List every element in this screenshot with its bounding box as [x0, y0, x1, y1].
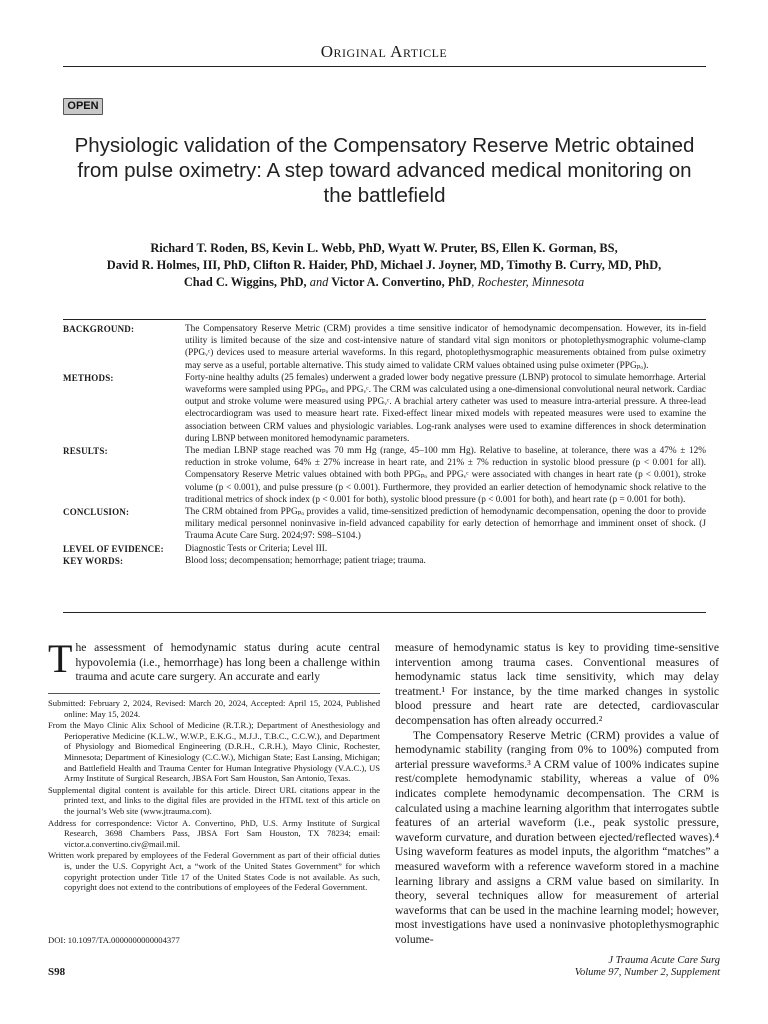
- page-number: S98: [48, 966, 66, 978]
- abstract-results: [63, 445, 706, 506]
- open-access-badge: OPEN: [63, 98, 103, 115]
- footnote-dates: Submitted: February 2, 2024, Revised: March 20, 2024, Accepted: April 15, 2024, Published online: May 15, 2024.: [48, 698, 380, 719]
- footnotes: [48, 698, 380, 894]
- abstract-background: [63, 323, 706, 372]
- body-paragraph: measure of hemodynamic status is key to providing time-sensitive intervention among trauma cases. Conventional measures of hemodynamic status lack time sensitivity, which may delay treatment.¹ For instance, by the time marked changes in systolic blood pressure and heart rate are detected, cardiovascular decompensation has often already occurred.²: [395, 641, 719, 727]
- abstract-label: RESULTS:: [63, 446, 108, 457]
- body-paragraph: The Compensatory Reserve Metric (CRM) provides a value of hemodynamic stability (ranging from 0% to 100%) computed from arterial pressure waveforms.³ A CRM value of 100% indicates supine rest/complete hemodynamic stability, whereas a value of 0% indicates complete hemodynamic decompensation. The CRM is calculated using a machine learning algorithm that interrogates subtle features of an arterial waveform (i.e., peak systolic pressure, waveform curvature, and duration between ejected/reflected waves).⁴ Using waveform features as model inputs, the algorithm “matches” a measured waveform with a reference waveform stored in a machine learning library and assigns a CRM value based on similarity. In theory, several techniques allow for measurement of arterial waveforms that can be used in the machine learning model; however, most investigations have used a noninvasive photoplethysmographic volume-: [395, 728, 719, 946]
- abstract-methods: [63, 372, 706, 445]
- author-line-2: David R. Holmes, III, PhD, Clifton R. Haider, PhD, Michael J. Joyner, MD, Timothy B. Curry, MD, PhD,: [106, 258, 662, 272]
- abstract-text: The CRM obtained from PPGₚₒ provides a valid, time-sensitized prediction of hemodynamic decompensation, opening the door to provide military medical personnel noninvasive in-field advanced capability for early detection of hemorrhage and imminent onset of shock. (J Trauma Acute Care Surg. 2024;97: S98–S104.): [185, 507, 706, 542]
- abstract-label: BACKGROUND:: [63, 324, 135, 334]
- section-heading: Original Article: [320, 42, 448, 61]
- footnote-rule: [48, 693, 380, 694]
- author-line-1: Richard T. Roden, BS, Kevin L. Webb, PhD, Wyatt W. Pruter, BS, Ellen K. Gorman, BS,: [150, 241, 618, 255]
- abstract-conclusion: [63, 506, 706, 543]
- abstract-top-rule: [63, 319, 706, 320]
- body-left-column: [48, 636, 380, 685]
- drop-cap: T: [48, 636, 73, 681]
- footnote-copyright: Written work prepared by employees of the Federal Government as part of their official duties is, under the U.S. Copyright Act, a “work of the United States Government” for which copyright protection under Title 17 of the United States Code is not available. As such, copyright does not extend to the contributions of employees of the Federal Government.: [48, 850, 380, 893]
- body-intro-text: he assessment of hemodynamic status during acute central hypovolemia (i.e., hemorrhage) has long been a challenge within trauma and acute care surgery. An accurate and early: [75, 641, 380, 684]
- abstract: [63, 323, 706, 567]
- abstract-text: The median LBNP stage reached was 70 mm Hg (range, 45–100 mm Hg). Relative to baseline, at tolerance, there was a 47% ± 12% reduction in stroke volume, 64% ± 27% increase in heart rate, and 21% ± 7% reduction in systolic blood pressure (p < 0.001 for all). Compensatory Reserve Metric values obtained with both PPGₚₒ and PPGᵥᶜ were associated with changes in heart rate (p < 0.001), stroke volume (p < 0.001), and pulse pressure (p < 0.001). Furthermore, they provided an earlier detection of hemodynamic shock relative to the traditional metrics of shock index (p < 0.001 for both), systolic blood pressure (p < 0.001 for both), and heart rate (p = 0.001 for both).: [185, 446, 706, 505]
- abstract-text: Blood loss; decompensation; hemorrhage; patient triage; trauma.: [185, 555, 426, 566]
- journal-name: J Trauma Acute Care Surg: [608, 955, 720, 966]
- author-line-3b: Victor A. Convertino, PhD: [331, 275, 472, 289]
- abstract-text: Forty-nine healthy adults (25 females) underwent a graded lower body negative pressure (LBNP) protocol to simulate hemorrhage. Arterial waveforms were sampled using PPGₚₒ and PPGᵥᶜ. The CRM was calculated using a one-dimensional convolutional neural network. Cardiac output and stroke volume were measured using PPGᵥᶜ. A brachial artery catheter was used to measure intra-arterial pressure. A three-lead electrocardiogram was used to measure heart rate. Fixed-effect linear mixed models with repeated measures were used to examine the association between CRM values and physiologic variables. Log-rank analyses were used to examine differences in shock determination during LBNP between monitored hemodynamic parameters.: [185, 372, 706, 444]
- author-list: [40, 240, 728, 291]
- abstract-label: LEVEL OF EVIDENCE:: [63, 543, 164, 554]
- doi: DOI: 10.1097/TA.0000000000004377: [48, 935, 180, 945]
- abstract-text: Diagnostic Tests or Criteria; Level III.: [185, 543, 328, 554]
- author-location: , Rochester, Minnesota: [471, 275, 585, 289]
- author-line-3a: Chad C. Wiggins, PhD,: [183, 275, 307, 289]
- abstract-label: CONCLUSION:: [63, 507, 130, 518]
- abstract-key-words: [63, 555, 706, 567]
- header-rule: [63, 66, 706, 67]
- author-line-3: [40, 274, 728, 291]
- abstract-label: KEY WORDS:: [63, 555, 124, 566]
- footnote-affiliations: From the Mayo Clinic Alix School of Medicine (R.T.R.); Department of Anesthesiology and Perioperative Medicine (K.L.W., W.W.P., E.K.G., M.J.J., T.B.C., C.C.W.), and Department of Physiology and Biomedical Engineering (D.R.H., C.R.H.), Mayo Clinic, Rochester, Minnesota; Department of Kinesiology (C.C.W.), Michigan State; East Lansing, Michigan; and Battlefield Health and Trauma Center for Human Integrative Physiology (V.A.C.), US Army Institute of Surgical Research, JBSA Fort Sam Houston, San Antonio, Texas.: [48, 720, 380, 784]
- footnote-supplemental: Supplemental digital content is available for this article. Direct URL citations appear in the printed text, and links to the digital files are provided in the HTML text of this article on the journal’s Web site (www.jtrauma.com).: [48, 784, 380, 816]
- abstract-text: The Compensatory Reserve Metric (CRM) provides a time sensitive indicator of hemodynamic decompensation. However, its in-field utility is limited because of the size and cost-intensive nature of standard vital sign monitors or photoplethysmographic volume-clamp (PPGᵥᶜ) devices used to measure arterial waveforms. In this regard, photoplethysmographic measurements obtained from pulse oximetry may serve as a useful, portable alternative. This study aimed to validate CRM values obtained using pulse oximeter (PPGₚₒ).: [185, 324, 706, 371]
- abstract-bottom-rule: [63, 612, 706, 613]
- footnote-correspondence: Address for correspondence: Victor A. Convertino, PhD, U.S. Army Institute of Surgical Research, 3698 Chambers Pass, JBSA Fort Sam Houston, TX 78234; email: victor.a.convertino.civ@mail.mil.: [48, 817, 380, 849]
- author-and: and: [309, 275, 329, 289]
- abstract-level-of-evidence: [63, 543, 706, 555]
- abstract-label: METHODS:: [63, 372, 114, 383]
- article-title: Physiologic validation of the Compensatory Reserve Metric obtained from pulse oximetry: A step toward advanced medical monitoring on the battlefield: [74, 134, 695, 207]
- journal-volume: Volume 97, Number 2, Supplement: [574, 967, 720, 978]
- body-right-column: [395, 641, 719, 947]
- journal-citation: [575, 955, 720, 979]
